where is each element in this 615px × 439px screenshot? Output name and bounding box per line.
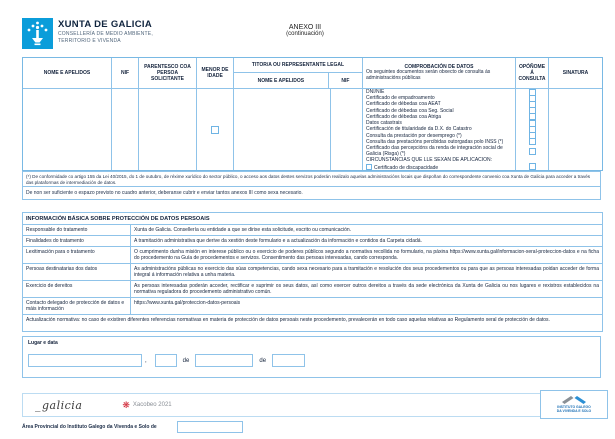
privacy-row-value: O cumprimento dunha misión en interese público ou o exercicio de poderes públicos segundo a normativa recollida no formulario, na páxina https://www.xunta.gal/informacion-xeral-proteccion-datos e na ficha do procedemento na Guía de procedementos e servizos. Consentimento das persoas interesadas, cando corresponda. xyxy=(134,248,599,261)
annex-heading xyxy=(230,24,380,37)
checklist-item-label: Datos catastrais xyxy=(363,120,516,126)
sinatura-cell xyxy=(549,164,602,170)
org-title: XUNTA DE GALICIA xyxy=(58,19,152,30)
members-table-row xyxy=(23,89,602,170)
xunta-emblem-icon xyxy=(22,18,53,49)
members-table xyxy=(22,57,603,171)
comma-separator: , xyxy=(145,358,147,364)
annex-subtitle: (continuación) xyxy=(286,31,324,37)
parentesco-input-cell[interactable] xyxy=(139,89,197,170)
checklist-row xyxy=(363,164,602,170)
checklist-item-label: DNI/NIE xyxy=(363,89,516,95)
year-input[interactable] xyxy=(272,354,305,367)
igvs-roof-icon xyxy=(561,395,587,405)
privacy-row-value: As administracións públicas no exercicio das súas competencias, cando sexa necesario para a tramitación e resolución dos seus procedementos ou para que as persoas interesadas poidan acceder de forma integral á información relativa a unha materia. xyxy=(134,265,599,278)
members-table-header xyxy=(23,58,602,89)
col-titor-header xyxy=(234,58,363,88)
xacobeo-label: Xacobeo 2021 xyxy=(132,402,172,408)
menor-idade-checkbox[interactable] xyxy=(211,126,219,134)
sinatura-cell xyxy=(549,145,602,157)
day-input[interactable] xyxy=(155,354,177,367)
privacy-row-label: Exercicio de dereitos xyxy=(23,281,131,297)
igvs-name-line2: DA VIVENDA E SOLO xyxy=(556,409,592,413)
privacy-row xyxy=(23,247,602,264)
header-org xyxy=(58,19,153,44)
col-comprobacion-header xyxy=(363,58,516,88)
oponome-checkbox[interactable] xyxy=(529,148,536,155)
privacy-row-label: Responsable do tratamento xyxy=(23,225,131,235)
checklist-item-label: Certificación de titularidade da D.X. do Catastro xyxy=(363,126,516,132)
privacy-row-value: As persoas interesadas poderán acceder, rectificar e suprimir os seus datos, así como exercer outros dereitos a través da sede electrónica da Xunta de Galicia ou nos lugares e rexistros establecidos na normativa reguladora do procedemento administrativo común. xyxy=(134,282,599,295)
place-input[interactable] xyxy=(28,354,142,367)
xacobeo-shell-icon: ❋ xyxy=(122,399,130,410)
titor-nif-header: NIF xyxy=(341,77,350,84)
footnote-legal: (*) De conformidade co artigo 155 da Lei 40/2015, do 1 de outubro, de réxime xurídico do sector público, o acceso aos datos destes servizos poderán realizalo aquelas administracións locais que dispoñan do correspondente convenio coa Xunta de Galicia para acceder a través das plataformas de intermediación de datos. xyxy=(22,171,601,187)
checklist-item-label: Consulta da prestación por desemprego (*) xyxy=(363,133,516,139)
privacy-row-label: Persoas destinatarias dos datos xyxy=(23,264,131,280)
destination-input[interactable] xyxy=(177,421,243,433)
titor-nome-input-cell[interactable] xyxy=(234,89,331,170)
privacy-row xyxy=(23,281,602,298)
col-oponome-header: OPÓÑOME Á CONSULTA xyxy=(516,58,549,88)
month-input[interactable] xyxy=(195,354,253,367)
titor-nome-header: NOME E APELIDOS xyxy=(234,73,329,88)
menor-cell xyxy=(197,89,234,170)
org-subtitle-1: CONSELLERÍA DE MEDIO AMBIENTE, xyxy=(58,31,153,37)
privacy-row xyxy=(23,298,602,315)
nif-input-cell[interactable] xyxy=(112,89,139,170)
col-nome-header: NOME E APELIDOS xyxy=(23,58,112,88)
privacy-row-label: Finalidades do tratamento xyxy=(23,236,131,246)
annex-title: ANEXO III xyxy=(288,24,322,31)
privacy-row-value: https://www.xunta.gal/proteccion-datos-persoais xyxy=(134,299,241,306)
privacy-row xyxy=(23,236,602,247)
checklist-item-label: Certificado de discapacidade xyxy=(374,164,439,170)
galicia-wordmark: _ galicia xyxy=(35,399,82,412)
checklist-item-label: Certificado de empadroamento xyxy=(363,95,516,101)
privacy-row xyxy=(23,225,602,236)
de-separator-1: de xyxy=(182,358,190,364)
comprobacion-title: COMPROBACIÓN DE DATOS xyxy=(404,64,474,71)
col-sinatura-header: SINATURA xyxy=(562,70,589,76)
place-date-section xyxy=(22,336,601,378)
footnote-extra-sheets: De non ser suficiente o espazo previsto no cuadro anterior, deberanse cubrir e enviar tantos anexos III como sexa necesario. xyxy=(22,187,601,200)
checklist-item-label: Certificado de débedas coa Atriga xyxy=(363,114,516,120)
privacy-table xyxy=(22,212,603,332)
de-separator-2: de xyxy=(259,358,267,364)
xacobeo-brand xyxy=(122,400,171,411)
titor-header-label: TITOR/A OU REPRESENTANTE LEGAL xyxy=(234,58,362,73)
oponome-checkbox[interactable] xyxy=(529,163,536,170)
comprobacion-subtitle: Os seguintes documentos serán obxecto de consulta ás administracións públicas xyxy=(366,69,491,81)
privacy-row-label: Contacto delegado de protección de datos e máis información xyxy=(23,298,131,314)
privacy-row-value: A tramitación administrativa que derive da xestión deste formulario e a actualización da información e contidos da Carpeta cidadá. xyxy=(134,237,422,244)
privacy-footer-row xyxy=(23,315,602,331)
privacy-title: INFORMACIÓN BÁSICA SOBRE PROTECCIÓN DE DATOS PERSOAIS xyxy=(23,213,602,225)
checklist-item-with-checkbox xyxy=(363,164,516,170)
privacy-row-label: Lexitimación para o tratamento xyxy=(23,247,131,263)
checklist-item-label: Consulta das prestacións percibidas outorgadas polo INSS (*) xyxy=(363,139,516,145)
comprobacion-checklist xyxy=(363,89,602,170)
destination-line xyxy=(22,421,243,433)
checklist-row xyxy=(363,145,602,157)
checklist-item-label: Certificado das percepcións da renda de integración social de Galicia (Risga) (*) xyxy=(363,145,516,157)
col-nif-header: NIF xyxy=(112,58,139,88)
nome-input-cell[interactable] xyxy=(23,89,112,170)
checklist-item-label: Certificado de débedas coa Seg. Social xyxy=(363,108,516,114)
igvs-name-line1: INSTITUTO GALEGO xyxy=(557,405,591,410)
titor-nif-input-cell[interactable] xyxy=(331,89,363,170)
privacy-row xyxy=(23,264,602,281)
col-menor-header: MENOR DE IDADE xyxy=(197,58,234,88)
privacy-row-value: Xunta de Galicia. Consellería ou entidade a que se dirixe esta solicitude, escrito ou comunicación. xyxy=(134,226,352,233)
privacy-update-note: Actualización normativa: no caso de existiren diferentes referencias normativas en materia de protección de datos persoais neste procedemento, prevalecerán en todo caso aquelas relativas ao Regulamento xeral de protección de datos. xyxy=(26,316,550,323)
discapacidade-checkbox[interactable] xyxy=(366,164,372,170)
checklist-item-label: Certificado de débedas coa AEAT xyxy=(363,101,516,107)
checklist-section-label: CIRCUNSTANCIAS QUE LLE SEXAN DE APLICACIÓN: xyxy=(363,157,516,163)
igvs-logo xyxy=(540,390,608,419)
destination-label: Área Provincial do Instituto Galego da Vivenda e Solo de xyxy=(22,424,157,430)
footer-brand-strip xyxy=(22,393,601,417)
place-date-label: Lugar e data xyxy=(28,340,58,346)
col-parentesco-header: PARENTESCO COA PERSOA SOLICITANTE xyxy=(139,58,197,88)
org-subtitle-2: TERRITORIO E VIVENDA xyxy=(58,38,121,44)
